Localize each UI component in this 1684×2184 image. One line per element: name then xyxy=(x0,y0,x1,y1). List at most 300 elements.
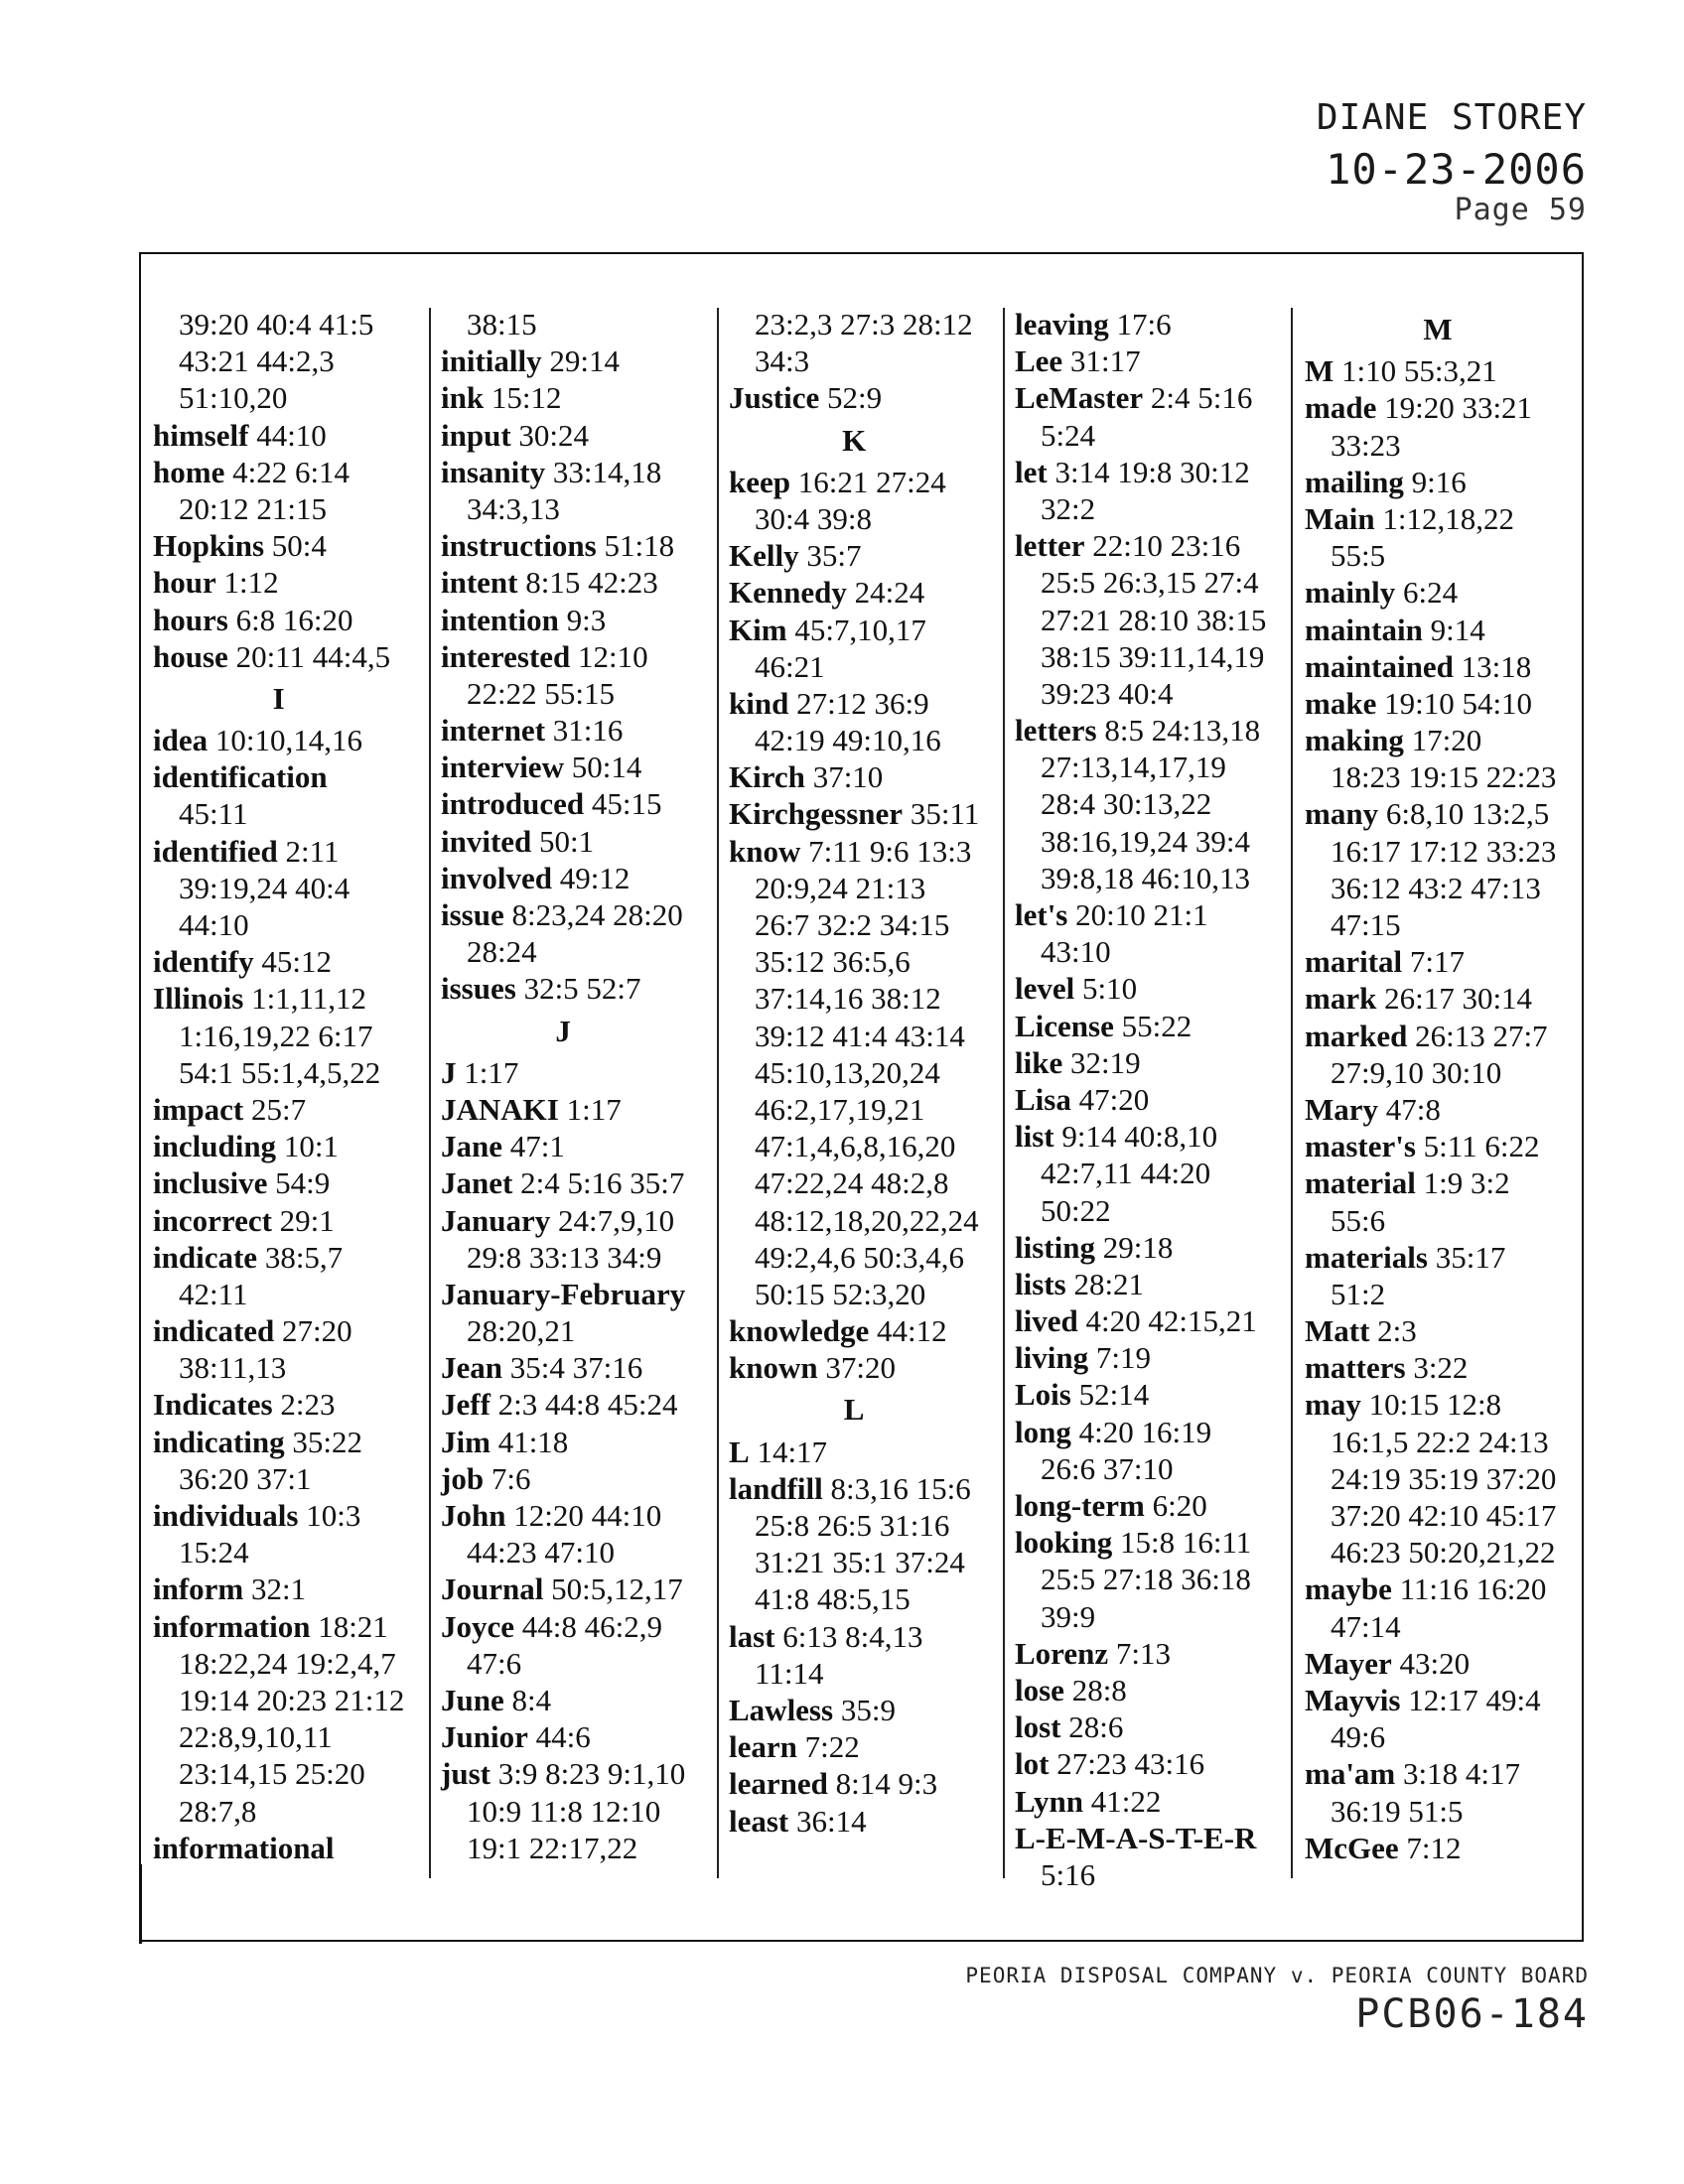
index-word: Kim xyxy=(729,612,787,647)
index-entry xyxy=(729,1803,979,1840)
index-word: mainly xyxy=(1305,575,1396,611)
index-word: informational xyxy=(153,1830,335,1865)
index-continuation: 39:12 41:4 43:14 xyxy=(755,1018,965,1053)
index-entry xyxy=(1305,352,1571,389)
index-entry xyxy=(153,1386,404,1423)
index-entry xyxy=(1305,1312,1571,1349)
index-entry xyxy=(1015,1118,1266,1155)
index-continuation: 20:9,24 21:13 xyxy=(755,870,926,905)
index-continuation: 23:14,15 25:20 xyxy=(179,1756,365,1792)
index-continuation: 18:23 19:15 22:23 xyxy=(1331,759,1557,795)
index-continuation: 34:3 xyxy=(755,343,810,379)
index-entry xyxy=(1305,612,1571,648)
index-word: invited xyxy=(441,823,532,859)
index-references: 50:5,12,17 xyxy=(551,1571,683,1607)
index-entry xyxy=(1015,1783,1266,1820)
index-entry xyxy=(1305,648,1571,685)
index-entry xyxy=(1305,722,1571,758)
index-entry xyxy=(1015,970,1266,1007)
index-references: 35:11 xyxy=(910,796,980,832)
index-entry xyxy=(441,896,685,933)
index-word: maintained xyxy=(1305,648,1454,684)
index-entry xyxy=(441,1202,685,1239)
index-continuation: 28:24 xyxy=(467,934,537,970)
index-entry xyxy=(153,1312,404,1349)
index-word: Lynn xyxy=(1015,1783,1083,1819)
index-references: 45:12 xyxy=(261,944,332,980)
index-entry xyxy=(153,1128,404,1164)
index-references: 1:1,11,12 xyxy=(251,981,367,1017)
index-column-3 xyxy=(729,306,979,1840)
index-word: Main xyxy=(1305,500,1375,536)
index-continuation: 48:12,18,20,22,24 xyxy=(755,1202,979,1238)
index-continuation: 47:1,4,6,8,16,20 xyxy=(755,1129,956,1164)
index-references: 4:22 6:14 xyxy=(232,454,351,489)
index-references: 1:10 55:3,21 xyxy=(1341,353,1497,389)
index-word: impact xyxy=(153,1091,244,1127)
column-divider xyxy=(1291,308,1293,1878)
index-entry xyxy=(441,970,685,1007)
index-word: Justice xyxy=(729,380,820,416)
index-entry xyxy=(1305,389,1571,426)
index-entry xyxy=(1015,1008,1266,1044)
index-references: 25:7 xyxy=(251,1091,307,1127)
index-word: input xyxy=(441,417,511,453)
index-references: 24:24 xyxy=(854,575,925,611)
index-continuation: 46:2,17,19,21 xyxy=(755,1091,925,1127)
index-word: ma'am xyxy=(1305,1756,1396,1792)
index-entry xyxy=(153,1497,404,1534)
index-entry xyxy=(1305,1239,1571,1276)
index-word: lose xyxy=(1015,1672,1064,1707)
index-word: mailing xyxy=(1305,464,1404,499)
index-word: identified xyxy=(153,833,278,869)
index-continuation: 45:11 xyxy=(179,796,248,832)
page-number: Page 59 xyxy=(1454,193,1587,227)
index-entry xyxy=(153,1424,404,1460)
index-entry xyxy=(1305,1386,1571,1423)
index-entry xyxy=(1305,1018,1571,1054)
index-references: 41:22 xyxy=(1090,1783,1162,1819)
column-divider xyxy=(1003,308,1005,1878)
column-divider xyxy=(717,308,719,1878)
index-references: 41:18 xyxy=(497,1424,569,1459)
index-continuation: 49:6 xyxy=(1331,1719,1386,1755)
index-references: 2:4 5:16 xyxy=(1150,380,1253,416)
index-entry xyxy=(729,464,979,500)
index-word: known xyxy=(729,1350,818,1386)
index-word: maintain xyxy=(1305,612,1423,647)
index-word: lived xyxy=(1015,1303,1078,1339)
index-word: Kennedy xyxy=(729,575,847,611)
index-word: Hopkins xyxy=(153,528,265,564)
index-references: 31:16 xyxy=(552,713,624,749)
index-continuation: 29:8 33:13 34:9 xyxy=(467,1239,662,1275)
index-references: 10:10,14,16 xyxy=(214,723,362,758)
index-word: lot xyxy=(1015,1746,1050,1782)
section-letter: L xyxy=(843,1392,865,1428)
index-references: 1:9 3:2 xyxy=(1423,1165,1510,1201)
index-column-1 xyxy=(153,306,404,1866)
index-entry xyxy=(1015,527,1266,564)
index-entry xyxy=(1015,1745,1266,1782)
index-word: Journal xyxy=(441,1571,544,1607)
index-entry xyxy=(153,1570,404,1607)
index-continuation: 27:13,14,17,19 xyxy=(1041,750,1226,785)
index-word: may xyxy=(1305,1387,1361,1423)
index-references: 7:19 xyxy=(1095,1340,1151,1376)
index-entry xyxy=(1305,464,1571,500)
column-divider xyxy=(429,308,431,1878)
index-entry xyxy=(441,1718,685,1755)
index-references: 20:10 21:1 xyxy=(1075,897,1208,932)
index-references: 14:17 xyxy=(757,1433,828,1469)
index-word: M xyxy=(1305,353,1334,389)
index-word: Junior xyxy=(441,1719,528,1755)
index-word: knowledge xyxy=(729,1313,870,1349)
index-continuation: 47:14 xyxy=(1331,1608,1401,1644)
index-word: least xyxy=(729,1803,789,1839)
index-word: letter xyxy=(1015,528,1085,564)
index-continuation: 39:8,18 46:10,13 xyxy=(1041,860,1250,895)
index-references: 4:20 16:19 xyxy=(1078,1414,1212,1449)
index-continuation: 51:2 xyxy=(1331,1276,1386,1311)
index-entry xyxy=(729,1312,979,1349)
index-entry xyxy=(1015,454,1266,490)
index-continuation: 28:20,21 xyxy=(467,1313,576,1349)
index-references: 37:10 xyxy=(812,759,884,795)
index-references: 9:14 40:8,10 xyxy=(1061,1119,1218,1155)
index-references: 29:18 xyxy=(1102,1229,1174,1265)
index-entry xyxy=(441,860,685,896)
case-title: PEORIA DISPOSAL COMPANY v. PEORIA COUNTY BOARD xyxy=(965,1964,1589,1987)
index-entry xyxy=(1015,1820,1266,1856)
index-word: lists xyxy=(1015,1266,1066,1301)
index-word: himself xyxy=(153,417,249,453)
index-continuation: 31:21 35:1 37:24 xyxy=(755,1545,965,1580)
index-word: learn xyxy=(729,1729,797,1765)
index-entry xyxy=(1305,1128,1571,1164)
index-continuation: 11:14 xyxy=(755,1655,824,1691)
index-continuation: 37:14,16 38:12 xyxy=(755,981,941,1017)
index-word: living xyxy=(1015,1340,1089,1376)
index-entry xyxy=(441,1349,685,1386)
index-word: last xyxy=(729,1618,775,1654)
index-references: 54:9 xyxy=(275,1165,331,1201)
index-word: Mayvis xyxy=(1305,1682,1401,1717)
index-entry xyxy=(729,574,979,611)
index-entry xyxy=(1015,1376,1266,1413)
index-continuation: 1:16,19,22 6:17 xyxy=(179,1018,373,1053)
index-word: mark xyxy=(1305,981,1377,1017)
index-continuation: 16:1,5 22:2 24:13 xyxy=(1331,1424,1549,1459)
index-references: 9:16 xyxy=(1411,464,1467,499)
index-entry xyxy=(1015,1266,1266,1302)
index-entry xyxy=(153,1164,404,1201)
index-word: material xyxy=(1305,1165,1416,1201)
index-entry xyxy=(1305,574,1571,611)
index-continuation: 42:11 xyxy=(179,1276,248,1311)
case-number: PCB06-184 xyxy=(1355,1991,1589,2037)
index-entry xyxy=(441,1054,685,1091)
index-entry xyxy=(153,833,404,870)
index-references: 2:3 xyxy=(1377,1313,1417,1349)
index-continuation: 39:23 40:4 xyxy=(1041,675,1174,711)
index-references: 37:20 xyxy=(825,1350,896,1386)
index-references: 17:20 xyxy=(1411,723,1482,758)
index-entry xyxy=(1015,1635,1266,1672)
index-entry xyxy=(729,758,979,795)
index-entry xyxy=(153,1202,404,1239)
index-word: maybe xyxy=(1305,1571,1392,1607)
index-word: long xyxy=(1015,1414,1071,1449)
index-entry xyxy=(153,1091,404,1128)
index-entry xyxy=(441,417,685,454)
index-references: 3:14 19:8 30:12 xyxy=(1054,454,1250,489)
index-word: Indicates xyxy=(153,1387,273,1423)
index-references: 26:17 30:14 xyxy=(1384,981,1533,1017)
index-references: 7:22 xyxy=(804,1729,860,1765)
index-entry xyxy=(153,980,404,1017)
index-references: 45:7,10,17 xyxy=(794,612,926,647)
index-references: 30:24 xyxy=(518,417,590,453)
index-word: McGee xyxy=(1305,1830,1399,1865)
index-references: 7:6 xyxy=(491,1460,531,1496)
index-references: 9:14 xyxy=(1430,612,1485,647)
index-word: Lois xyxy=(1015,1377,1071,1413)
index-continuation: 22:22 55:15 xyxy=(467,675,615,711)
index-word: LeMaster xyxy=(1015,380,1144,416)
index-continuation: 39:20 40:4 41:5 xyxy=(179,307,374,341)
section-letter: M xyxy=(1423,312,1453,346)
index-references: 35:17 xyxy=(1435,1239,1506,1275)
margin-bar xyxy=(139,1864,142,1944)
index-references: 6:13 8:4,13 xyxy=(782,1618,923,1654)
index-continuation: 22:8,9,10,11 xyxy=(179,1719,333,1755)
index-references: 3:22 xyxy=(1413,1350,1469,1386)
index-references: 8:5 24:13,18 xyxy=(1104,713,1261,749)
index-references: 50:1 xyxy=(539,823,595,859)
index-entry xyxy=(1305,500,1571,537)
index-continuation: 36:12 43:2 47:13 xyxy=(1331,870,1541,905)
index-references: 8:14 9:3 xyxy=(835,1766,938,1802)
index-word: Lawless xyxy=(729,1692,834,1727)
index-entry xyxy=(153,454,404,490)
index-references: 27:12 36:9 xyxy=(796,685,929,721)
index-word: Mayer xyxy=(1305,1645,1392,1681)
index-references: 6:8,10 13:2,5 xyxy=(1385,796,1550,832)
index-references: 15:8 16:11 xyxy=(1119,1525,1252,1561)
index-references: 24:7,9,10 xyxy=(558,1202,675,1238)
index-word: job xyxy=(441,1460,485,1496)
index-continuation: 38:15 39:11,14,19 xyxy=(1041,638,1265,674)
index-word: keep xyxy=(729,464,790,499)
index-references: 32:1 xyxy=(251,1571,307,1607)
index-entry xyxy=(1015,379,1266,416)
index-references: 35:4 37:16 xyxy=(509,1350,643,1386)
index-word: master's xyxy=(1305,1129,1416,1164)
index-references: 3:9 8:23 9:1,10 xyxy=(497,1756,686,1792)
index-references: 29:14 xyxy=(549,343,621,379)
deponent-name: DIANE STOREY xyxy=(1316,97,1587,138)
index-continuation: 46:21 xyxy=(755,648,825,684)
index-entry xyxy=(441,712,685,749)
index-references: 52:14 xyxy=(1078,1377,1150,1413)
index-word: kind xyxy=(729,685,789,721)
index-continuation: 44:10 xyxy=(179,907,249,942)
index-continuation: 20:12 21:15 xyxy=(179,490,327,526)
index-word: Mary xyxy=(1305,1091,1379,1127)
index-word: looking xyxy=(1015,1525,1113,1561)
index-continuation: 42:7,11 44:20 xyxy=(1041,1156,1211,1191)
index-word: Lorenz xyxy=(1015,1635,1109,1671)
index-references: 47:20 xyxy=(1078,1081,1150,1117)
index-references: 28:21 xyxy=(1073,1266,1145,1301)
index-word: indicate xyxy=(153,1239,258,1275)
index-word: L-E-M-A-S-T-E-R xyxy=(1015,1820,1257,1855)
index-word: making xyxy=(1305,723,1404,758)
index-entry xyxy=(153,564,404,601)
index-continuation: 25:8 26:5 31:16 xyxy=(755,1508,950,1543)
index-references: 29:1 xyxy=(279,1202,335,1238)
index-references: 2:4 5:16 35:7 xyxy=(520,1165,685,1201)
index-references: 45:15 xyxy=(591,786,662,822)
index-references: 38:5,7 xyxy=(264,1239,344,1275)
index-references: 8:15 42:23 xyxy=(525,565,658,601)
index-word: idea xyxy=(153,723,209,758)
index-word: Jane xyxy=(441,1129,502,1164)
index-entry xyxy=(1305,1682,1571,1718)
index-word: J xyxy=(441,1054,457,1090)
index-entry xyxy=(153,758,404,795)
index-references: 10:3 xyxy=(306,1498,361,1533)
index-references: 44:6 xyxy=(535,1719,591,1755)
index-entry xyxy=(441,1460,685,1497)
index-references: 51:18 xyxy=(604,528,675,564)
index-entry xyxy=(1305,1755,1571,1792)
index-word: make xyxy=(1305,685,1377,721)
index-references: 5:10 xyxy=(1082,971,1138,1007)
index-word: Illinois xyxy=(153,981,244,1017)
index-word: intent xyxy=(441,565,518,601)
index-entry xyxy=(729,1470,979,1507)
index-references: 4:20 42:15,21 xyxy=(1085,1303,1257,1339)
index-references: 2:23 xyxy=(280,1387,336,1423)
index-entry xyxy=(441,1682,685,1718)
index-entry xyxy=(1305,795,1571,832)
index-entry xyxy=(441,602,685,638)
index-continuation: 50:15 52:3,20 xyxy=(755,1276,926,1311)
index-word: involved xyxy=(441,860,552,895)
index-references: 17:6 xyxy=(1116,307,1172,341)
index-continuation: 26:6 37:10 xyxy=(1041,1450,1174,1486)
index-word: inform xyxy=(153,1571,244,1607)
index-references: 7:17 xyxy=(1409,944,1466,980)
index-word: hour xyxy=(153,565,216,601)
index-references: 6:8 16:20 xyxy=(235,602,353,637)
index-references: 27:20 xyxy=(282,1313,352,1349)
index-word: interested xyxy=(441,638,571,674)
index-entry xyxy=(153,722,404,758)
index-entry xyxy=(441,785,685,822)
index-references: 49:12 xyxy=(559,860,631,895)
index-word: let's xyxy=(1015,897,1068,932)
index-references: 11:16 16:20 xyxy=(1399,1571,1547,1607)
index-word: inclusive xyxy=(153,1165,268,1201)
index-continuation: 34:3,13 xyxy=(467,490,560,526)
index-entry xyxy=(729,379,979,416)
index-word: Jean xyxy=(441,1350,502,1386)
index-entry xyxy=(729,1433,979,1470)
index-references: 32:19 xyxy=(1069,1044,1141,1080)
index-entry xyxy=(729,685,979,722)
index-word: leaving xyxy=(1015,307,1109,341)
index-word: insanity xyxy=(441,454,546,489)
index-references: 19:10 54:10 xyxy=(1384,685,1533,721)
index-references: 28:8 xyxy=(1071,1672,1127,1707)
index-word: list xyxy=(1015,1119,1054,1155)
index-entry xyxy=(1015,1339,1266,1376)
index-continuation: 46:23 50:20,21,22 xyxy=(1331,1535,1556,1570)
index-references: 12:17 49:4 xyxy=(1408,1682,1541,1717)
index-entry xyxy=(441,823,685,860)
index-word: incorrect xyxy=(153,1202,272,1238)
index-word: level xyxy=(1015,971,1075,1007)
index-word: let xyxy=(1015,454,1048,489)
index-continuation: 37:20 42:10 45:17 xyxy=(1331,1498,1557,1533)
index-entry xyxy=(153,602,404,638)
index-continuation: 50:22 xyxy=(1041,1192,1111,1228)
index-word: lost xyxy=(1015,1709,1061,1745)
index-references: 19:20 33:21 xyxy=(1384,390,1533,426)
index-references: 8:23,24 28:20 xyxy=(511,897,683,932)
index-references: 43:20 xyxy=(1399,1645,1471,1681)
index-entry xyxy=(153,1830,404,1866)
index-references: 10:1 xyxy=(283,1129,339,1164)
index-continuation: 45:10,13,20,24 xyxy=(755,1054,940,1090)
index-references: 20:11 44:4,5 xyxy=(235,638,391,674)
index-entry xyxy=(441,749,685,785)
index-word: Jeff xyxy=(441,1387,491,1423)
index-continuation: 25:5 26:3,15 27:4 xyxy=(1041,565,1259,601)
index-entry xyxy=(1305,1830,1571,1866)
index-continuation: 41:8 48:5,15 xyxy=(755,1581,911,1617)
index-continuation: 26:7 32:2 34:15 xyxy=(755,907,950,942)
index-references: 2:3 44:8 45:24 xyxy=(497,1387,678,1423)
index-references: 32:5 52:7 xyxy=(523,971,641,1007)
index-entry xyxy=(729,1349,979,1386)
index-word: listing xyxy=(1015,1229,1095,1265)
index-word: June xyxy=(441,1682,504,1717)
index-entry xyxy=(1305,1349,1571,1386)
index-continuation: 15:24 xyxy=(179,1535,249,1570)
index-continuation: 36:19 51:5 xyxy=(1331,1793,1464,1829)
index-continuation: 16:17 17:12 33:23 xyxy=(1331,833,1557,869)
index-word: License xyxy=(1015,1008,1114,1043)
index-entry xyxy=(1015,1672,1266,1708)
index-entry xyxy=(441,1276,685,1312)
index-word: made xyxy=(1305,390,1377,426)
index-entry xyxy=(441,1128,685,1164)
index-word: know xyxy=(729,833,801,869)
index-references: 44:8 46:2,9 xyxy=(521,1608,663,1644)
index-word: Joyce xyxy=(441,1608,515,1644)
index-word: marital xyxy=(1305,944,1403,980)
index-entry xyxy=(1015,306,1266,342)
index-references: 26:13 27:7 xyxy=(1415,1018,1548,1053)
index-references: 31:17 xyxy=(1069,343,1141,379)
index-continuation: 19:1 22:17,22 xyxy=(467,1830,638,1865)
